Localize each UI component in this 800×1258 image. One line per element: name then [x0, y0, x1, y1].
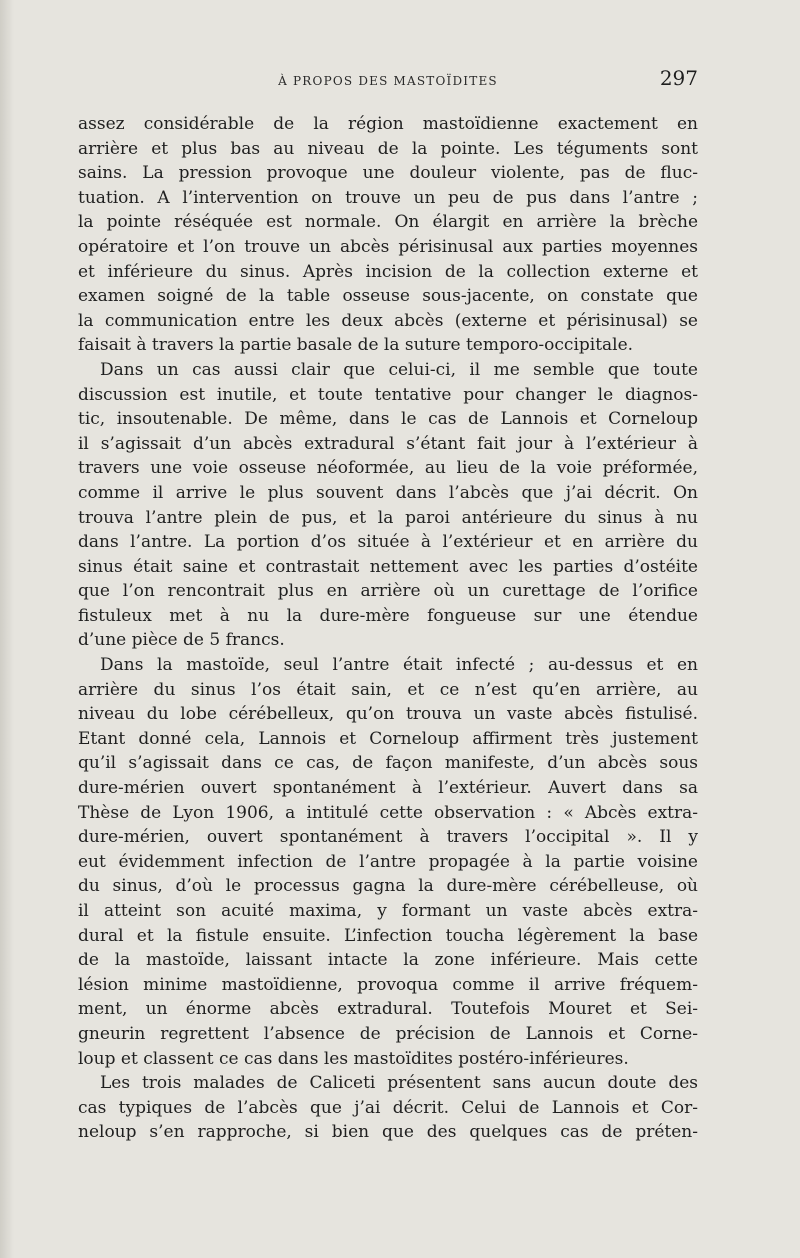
text-line: Dans la mastoïde, seul l’antre était infecté ; au-dessus et en [100, 655, 698, 676]
text-line: faisait à travers la partie basale de la suture temporo-occipitale. [78, 335, 634, 356]
text-line: gneurin regrettent l’absence de précision de Lannois et Corne- [78, 1023, 698, 1044]
text-line: lésion minime mastoïdienne, provoqua comme il arrive fréquem- [78, 974, 698, 995]
text-line: discussion est inutile, et toute tentative pour changer le diagnos- [78, 384, 698, 405]
running-head: À PROPOS DES MASTOÏDITES [278, 74, 498, 88]
text-line: niveau du lobe cérébelleux, qu’on trouva un vaste abcès fistulisé. [78, 704, 698, 725]
text-line: sinus était saine et contrastait nettement avec les parties d’ostéite [78, 556, 698, 577]
text-line: qu’il s’agissait dans ce cas, de façon manifeste, d’un abcès sous [78, 753, 698, 774]
text-line: Dans un cas aussi clair que celui-ci, il me semble que toute [100, 359, 698, 380]
text-line: assez considérable de la région mastoïdienne exactement en [78, 114, 698, 134]
text-line: arrière et plus bas au niveau de la pointe. Les téguments sont [78, 138, 698, 159]
text-line: eut évidemment infection de l’antre propagée à la partie voisine [78, 851, 698, 872]
text-line: opératoire et l’on trouve un abcès périsinusal aux parties moyennes [78, 236, 698, 257]
text-line: Les trois malades de Caliceti présentent sans aucun doute des [100, 1073, 698, 1094]
text-line: que l’on rencontrait plus en arrière où un curettage de l’orifice [78, 581, 698, 602]
text-line: sains. La pression provoque une douleur violente, pas de fluc- [78, 163, 698, 184]
text-line: arrière du sinus l’os était sain, et ce n’est qu’en arrière, au [78, 679, 698, 700]
text-line: tic, insoutenable. De même, dans le cas de Lannois et Corneloup [78, 409, 698, 430]
text-line: dans l’antre. La portion d’os située à l’extérieur et en arrière du [78, 532, 698, 553]
text-line: dure-mérien, ouvert spontanément à travers l’occipital ». Il y [78, 827, 698, 848]
text-line: loup et classent ce cas dans les mastoïdites postéro-inférieures. [78, 1048, 629, 1069]
text-line: comme il arrive le plus souvent dans l’abcès que j’ai décrit. On [78, 482, 698, 503]
body-text [78, 112, 698, 1145]
text-line: Etant donné cela, Lannois et Corneloup affirment très justement [78, 728, 698, 749]
text-line: fistuleux met à nu la dure-mère fongueuse sur une étendue [78, 605, 698, 626]
text-line: tuation. A l’intervention on trouve un peu de pus dans l’antre ; [78, 187, 698, 208]
text-line: d’une pièce de 5 francs. [78, 630, 285, 651]
text-line: trouva l’antre plein de pus, et la paroi antérieure du sinus à nu [78, 507, 698, 528]
text-line: il s’agissait d’un abcès extradural s’étant fait jour à l’extérieur à [78, 433, 698, 454]
text-line: travers une voie osseuse néoformée, au lieu de la voie préformée, [78, 458, 698, 479]
page-number: 297 [659, 66, 698, 90]
text-line: il atteint son acuité maxima, y formant un vaste abcès extra- [78, 901, 698, 921]
text-line: cas typiques de l’abcès que j’ai décrit. Celui de Lannois et Cor- [78, 1097, 698, 1118]
text-line: Thèse de Lyon 1906, a intitulé cette observation : « Abcès extra- [78, 802, 698, 823]
text-line: la communication entre les deux abcès (externe et périsinusal) se [78, 310, 698, 331]
page-header [78, 66, 698, 96]
text-line: et inférieure du sinus. Après incision de la collection externe et [78, 261, 698, 282]
text-line: ment, un énorme abcès extradural. Toutefois Mouret et Sei- [78, 999, 698, 1020]
text-line: de la mastoïde, laissant intacte la zone inférieure. Mais cette [78, 950, 698, 971]
text-line: la pointe réséquée est normale. On élargit en arrière la brèche [78, 212, 698, 233]
text-line: dure-mérien ouvert spontanément à l’extérieur. Auvert dans sa [78, 778, 698, 799]
text-line: dural et la fistule ensuite. L’infection toucha légèrement la base [78, 925, 698, 946]
text-line: examen soigné de la table osseuse sous-jacente, on constate que [78, 286, 698, 307]
text-line: neloup s’en rapproche, si bien que des quelques cas de préten- [78, 1122, 698, 1143]
text-line: du sinus, d’où le processus gagna la dure-mère cérébelleuse, où [78, 876, 698, 897]
